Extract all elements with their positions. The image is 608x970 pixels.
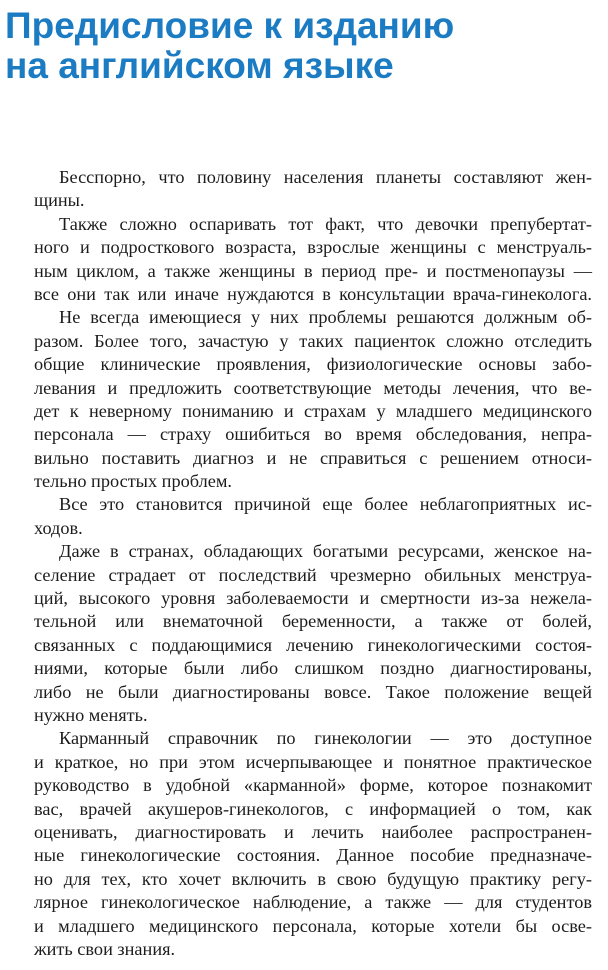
page-title <box>5 6 454 86</box>
text-line: и краткое, но при этом исчерпывающее и понятное практическое <box>34 751 592 772</box>
paragraph <box>34 727 592 961</box>
text-line: Даже в странах, обладающих богатыми ресурсами, женское на- <box>59 541 592 562</box>
text-line: тельно простых проблем. <box>34 471 232 492</box>
paragraph <box>34 540 592 727</box>
text-line: Не всегда имеющиеся у них проблемы решаются должным об- <box>59 307 592 328</box>
text-line: Карманный справочник по гинекологии — это доступное <box>59 728 592 749</box>
text-line: ного и подросткового возраста, взрослые женщины с менструаль- <box>34 237 592 258</box>
paragraph <box>34 166 592 213</box>
text-line: жить свои знания. <box>34 938 176 959</box>
text-line: оценивать, диагностировать и лечить наиболее распространен- <box>34 821 592 842</box>
text-line: лярное гинекологическое наблюдение, а также — для студентов <box>34 892 592 913</box>
text-line: либо не были диагностированы вовсе. Такое положение вещей <box>34 681 592 702</box>
text-line: разом. Более того, зачастую у таких пациенток сложно отследить <box>34 330 592 351</box>
text-line: ций, высокого уровня заболеваемости и смертности из-за нежела- <box>34 588 592 609</box>
text-line: вильно поставить диагноз и не справиться с решением относи- <box>34 447 592 468</box>
text-line: все они так или иначе нуждаются в консультации врача-гинеколога. <box>34 283 592 304</box>
text-line: ным циклом, а также женщины в период пре- и постменопаузы — <box>34 260 592 281</box>
text-line: связанных с поддающимися лечению гинекологическими состоя- <box>34 634 592 655</box>
text-line: селение страдает от последствий чрезмерно обильных менструа- <box>34 564 592 585</box>
text-line: вас, врачей акушеров-гинекологов, с информацией о том, как <box>34 798 592 819</box>
text-line: и младшего медицинского персонала, которые хотели бы осве- <box>34 915 592 936</box>
text-line: но для тех, кто хочет включить в свою будущую практику регу- <box>34 868 592 889</box>
text-line: руководство в удобной «карманной» форме, которое познакомит <box>34 775 592 796</box>
title-line: на английском языке <box>5 45 394 86</box>
text-line: дет к неверному пониманию и страхам у младшего медицинского <box>34 400 592 421</box>
title-line: Предисловие к изданию <box>5 5 455 46</box>
body-text <box>34 166 592 961</box>
paragraph <box>34 493 592 540</box>
text-line: тельной или внематочной беременности, а также от болей, <box>34 611 592 632</box>
text-line: щины. <box>34 190 85 211</box>
text-line: нужно менять. <box>34 704 148 725</box>
text-line: общие клинические проявления, физиологические основы забо- <box>34 354 592 375</box>
text-line: персонала — страху ошибиться во время обследования, непра- <box>34 424 592 445</box>
text-line: Также сложно оспаривать тот факт, что девочки препубертат- <box>59 213 592 234</box>
text-line: левания и предложить соответствующие методы лечения, что ве- <box>34 377 592 398</box>
text-line: ные гинекологические состояния. Данное пособие предназначе- <box>34 845 592 866</box>
text-line: Бесспорно, что половину населения планеты составляют жен- <box>59 167 592 187</box>
text-line: ниями, которые были либо слишком поздно диагностированы, <box>34 658 592 679</box>
paragraph <box>34 213 592 307</box>
paragraph <box>34 306 592 493</box>
text-line: Все это становится причиной еще более неблагоприятных ис- <box>59 494 592 515</box>
text-line: ходов. <box>34 517 83 538</box>
